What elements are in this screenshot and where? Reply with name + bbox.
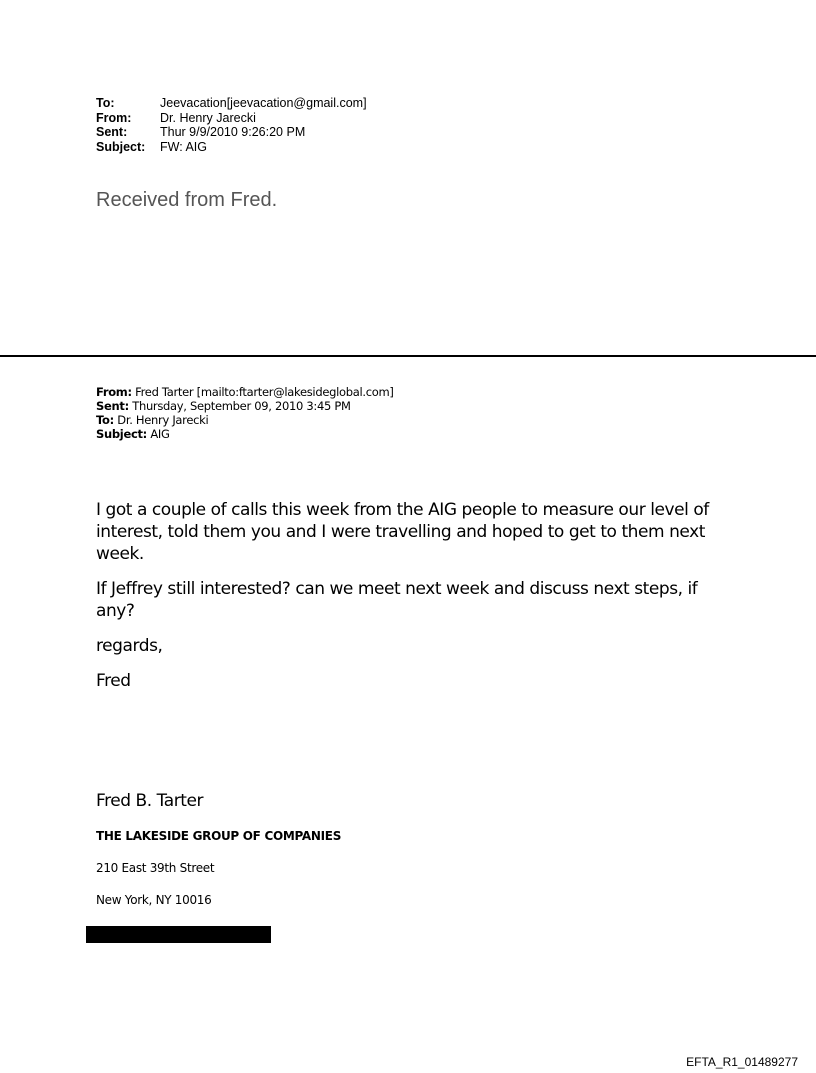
original-from-label: From: xyxy=(96,385,132,399)
from-label: From: xyxy=(96,110,132,125)
original-to-label: To: xyxy=(96,413,114,427)
to-value: Jeevacation[jeevacation@gmail.com] xyxy=(160,96,367,110)
original-from-value: Fred Tarter [mailto:ftarter@lakesideglobal.com] xyxy=(131,385,394,399)
original-sent-value: Thursday, September 09, 2010 3:45 PM xyxy=(128,399,351,413)
original-to-value: Dr. Henry Jarecki xyxy=(113,413,209,427)
original-from-row xyxy=(96,385,394,399)
redaction-bar xyxy=(86,926,271,943)
forward-message-text: Received from Fred. xyxy=(96,189,278,211)
body-paragraph-1: I got a couple of calls this week from the AIG people to measure our level of interest, told them you and I were travelling and hoped to get to them next week. xyxy=(96,500,709,564)
original-subject-label: Subject: xyxy=(96,427,147,441)
sent-value: Thur 9/9/2010 9:26:20 PM xyxy=(160,125,306,139)
sent-row xyxy=(96,125,367,140)
from-value: Dr. Henry Jarecki xyxy=(160,110,256,125)
document-id: EFTA_R1_01489277 xyxy=(686,1055,798,1069)
body-paragraph-4: Fred xyxy=(96,671,131,691)
subject-label: Subject: xyxy=(96,139,146,154)
signature-company: THE LAKESIDE GROUP OF COMPANIES xyxy=(96,829,342,843)
subject-value: FW: AIG xyxy=(160,139,207,154)
original-subject-row xyxy=(96,427,394,441)
signature-address-line-1: 210 East 39th Street xyxy=(96,861,215,875)
section-divider xyxy=(0,355,816,357)
from-row xyxy=(96,111,367,126)
original-sent-row xyxy=(96,399,394,413)
to-row xyxy=(96,96,367,111)
original-sent-label: Sent: xyxy=(96,399,129,413)
email-body xyxy=(96,499,736,705)
to-label: To: xyxy=(96,96,115,110)
original-email-header xyxy=(96,385,394,441)
original-subject-value: AIG xyxy=(146,427,170,441)
subject-row xyxy=(96,140,367,155)
original-to-row xyxy=(96,413,394,427)
body-paragraph-2: If Jeffrey still interested? can we meet next week and discuss next steps, if any? xyxy=(96,579,698,621)
sent-label: Sent: xyxy=(96,125,128,139)
signature-address-line-2: New York, NY 10016 xyxy=(96,893,212,907)
body-paragraph-3: regards, xyxy=(96,636,163,656)
forward-email-header xyxy=(96,96,367,154)
signature-name: Fred B. Tarter xyxy=(96,791,204,811)
